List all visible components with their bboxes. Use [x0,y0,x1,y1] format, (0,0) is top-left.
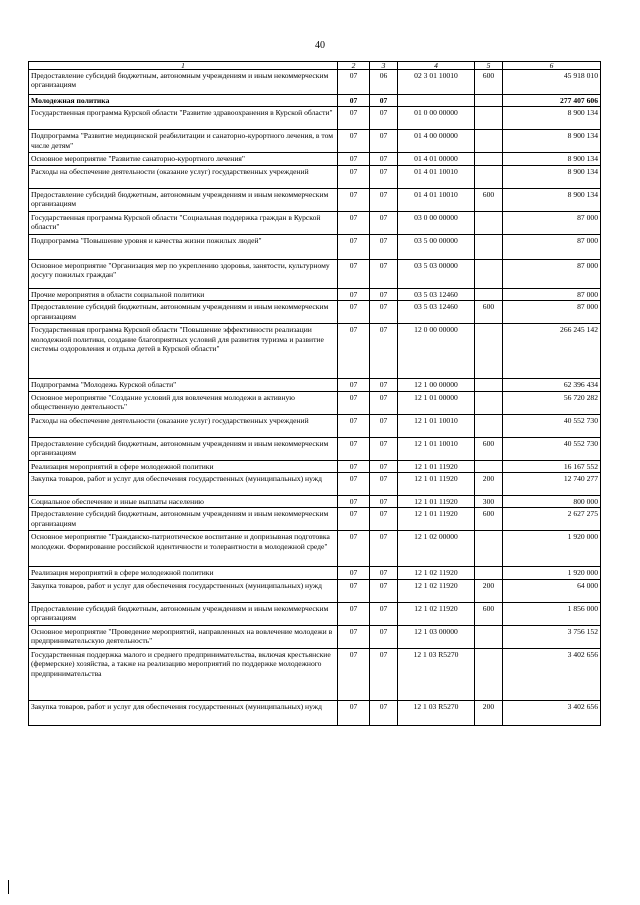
row-subsection: 07 [370,496,398,508]
row-expense-type: 600 [475,70,503,95]
row-section: 07 [338,259,370,288]
row-target-code: 12 1 01 11920 [398,496,475,508]
row-target-code: 12 1 01 10010 [398,414,475,437]
row-amount: 62 396 434 [503,379,601,391]
row-amount: 12 740 277 [503,473,601,496]
row-section: 07 [338,460,370,472]
row-subsection: 07 [370,473,398,496]
row-amount: 87 000 [503,211,601,234]
row-name: Предоставление субсидий бюджетным, автономным учреждениям и иным некоммерческим организациям [29,301,338,324]
row-subsection: 07 [370,602,398,625]
row-amount: 8 900 134 [503,188,601,211]
row-subsection: 07 [370,165,398,188]
row-subsection: 07 [370,188,398,211]
row-name: Закупка товаров, работ и услуг для обеспечения государственных (муниципальных) нужд [29,473,338,496]
row-section: 07 [338,95,370,107]
table-row [29,165,601,188]
row-target-code: 12 1 02 11920 [398,602,475,625]
row-section: 07 [338,234,370,259]
table-row [29,153,601,165]
row-expense-type: 200 [475,473,503,496]
row-section: 07 [338,324,370,379]
row-amount: 1 856 000 [503,602,601,625]
row-name: Подпрограмма "Повышение уровня и качества жизни пожилых людей" [29,234,338,259]
row-section: 07 [338,391,370,414]
row-target-code: 01 4 01 00000 [398,153,475,165]
row-section: 07 [338,473,370,496]
row-expense-type [475,567,503,579]
row-target-code: 12 1 01 11920 [398,473,475,496]
row-subsection: 07 [370,567,398,579]
row-amount: 8 900 134 [503,130,601,153]
row-amount: 3 402 656 [503,648,601,700]
header-col-5: 5 [475,62,503,70]
budget-table [28,61,601,726]
row-target-code: 03 5 03 12460 [398,288,475,300]
row-expense-type [475,153,503,165]
row-subsection: 07 [370,95,398,107]
row-target-code: 12 1 03 R5270 [398,700,475,725]
row-target-code: 12 1 02 11920 [398,567,475,579]
table-row [29,531,601,567]
row-section: 07 [338,301,370,324]
row-subsection: 07 [370,625,398,648]
row-amount: 87 000 [503,288,601,300]
row-name: Закупка товаров, работ и услуг для обеспечения государственных (муниципальных) нужд [29,579,338,602]
row-target-code: 01 4 00 00000 [398,130,475,153]
row-subsection: 07 [370,130,398,153]
row-expense-type: 600 [475,188,503,211]
row-expense-type [475,130,503,153]
row-amount: 1 920 000 [503,567,601,579]
row-section: 07 [338,188,370,211]
row-expense-type [475,625,503,648]
table-row [29,259,601,288]
row-name: Основное мероприятие "Создание условий для вовлечения молодежи в активную общественную деятельность" [29,391,338,414]
table-row [29,324,601,379]
row-name: Государственная программа Курской области "Социальная поддержка граждан в Курской области" [29,211,338,234]
row-subsection: 06 [370,70,398,95]
table-row [29,188,601,211]
row-amount: 2 627 275 [503,508,601,531]
row-amount: 16 167 552 [503,460,601,472]
row-section: 07 [338,531,370,567]
row-amount: 266 245 142 [503,324,601,379]
table-row [29,648,601,700]
row-subsection: 07 [370,700,398,725]
row-amount: 87 000 [503,301,601,324]
row-name: Реализация мероприятий в сфере молодежной политики [29,460,338,472]
row-amount: 277 407 606 [503,95,601,107]
row-expense-type [475,165,503,188]
row-name: Подпрограмма "Развитие медицинской реабилитации и санаторно-курортного лечения, в том числе детям" [29,130,338,153]
row-amount: 45 918 010 [503,70,601,95]
row-section: 07 [338,153,370,165]
row-amount: 87 000 [503,234,601,259]
row-target-code: 03 5 00 00000 [398,234,475,259]
row-name: Предоставление субсидий бюджетным, автономным учреждениям и иным некоммерческим организациям [29,188,338,211]
page-number: 40 [315,40,325,51]
row-expense-type [475,234,503,259]
row-target-code: 01 0 00 00000 [398,107,475,130]
row-section: 07 [338,700,370,725]
row-subsection: 07 [370,437,398,460]
table-row [29,700,601,725]
row-section: 07 [338,211,370,234]
row-target-code: 12 1 02 11920 [398,579,475,602]
header-col-1: 1 [29,62,338,70]
row-name: Расходы на обеспечение деятельности (оказание услуг) государственных учреждений [29,165,338,188]
row-expense-type [475,414,503,437]
row-target-code: 12 1 03 00000 [398,625,475,648]
row-amount: 8 900 134 [503,107,601,130]
row-expense-type [475,211,503,234]
header-col-6: 6 [503,62,601,70]
table-row [29,288,601,300]
row-subsection: 07 [370,379,398,391]
row-subsection: 07 [370,107,398,130]
row-target-code: 12 1 03 R5270 [398,648,475,700]
row-subsection: 07 [370,508,398,531]
row-name: Расходы на обеспечение деятельности (оказание услуг) государственных учреждений [29,414,338,437]
table-row [29,625,601,648]
row-target-code: 12 0 00 00000 [398,324,475,379]
row-target-code: 03 0 00 00000 [398,211,475,234]
table-row [29,437,601,460]
header-col-4: 4 [398,62,475,70]
margin-mark [8,880,9,894]
table-row [29,107,601,130]
row-amount: 8 900 134 [503,165,601,188]
row-expense-type: 600 [475,602,503,625]
table-row [29,379,601,391]
header-row [29,62,601,70]
row-name: Закупка товаров, работ и услуг для обеспечения государственных (муниципальных) нужд [29,700,338,725]
row-name: Предоставление субсидий бюджетным, автономным учреждениям и иным некоммерческим организациям [29,70,338,95]
row-subsection: 07 [370,324,398,379]
table-row [29,391,601,414]
row-expense-type [475,95,503,107]
row-name: Основное мероприятие "Организация мер по укреплению здоровья, занятости, культурному досугу пожилых граждан" [29,259,338,288]
table-row [29,473,601,496]
row-amount: 40 552 730 [503,414,601,437]
row-target-code: 03 5 03 12460 [398,301,475,324]
row-name: Подпрограмма "Молодежь Курской области" [29,379,338,391]
row-name: Реализация мероприятий в сфере молодежной политики [29,567,338,579]
row-expense-type: 200 [475,579,503,602]
row-subsection: 07 [370,460,398,472]
row-section: 07 [338,107,370,130]
row-name: Предоставление субсидий бюджетным, автономным учреждениям и иным некоммерческим организациям [29,437,338,460]
row-subsection: 07 [370,414,398,437]
row-amount: 1 920 000 [503,531,601,567]
header-col-2: 2 [338,62,370,70]
row-name: Молодежная политика [29,95,338,107]
row-name: Предоставление субсидий бюджетным, автономным учреждениям и иным некоммерческим организациям [29,508,338,531]
row-expense-type [475,648,503,700]
row-section: 07 [338,130,370,153]
row-section: 07 [338,648,370,700]
row-name: Прочие мероприятия в области социальной политики [29,288,338,300]
row-target-code: 12 1 02 00000 [398,531,475,567]
row-target-code: 12 1 00 00000 [398,379,475,391]
row-name: Предоставление субсидий бюджетным, автономным учреждениям и иным некоммерческим организациям [29,602,338,625]
row-target-code: 12 1 01 00000 [398,391,475,414]
row-amount: 87 000 [503,259,601,288]
row-section: 07 [338,508,370,531]
row-subsection: 07 [370,211,398,234]
table-row [29,508,601,531]
table-row [29,579,601,602]
row-expense-type [475,288,503,300]
row-section: 07 [338,288,370,300]
row-name: Основное мероприятие "Проведение мероприятий, направленных на вовлечение молодежи в предпринимательскую деятельность" [29,625,338,648]
row-target-code: 12 1 01 10010 [398,437,475,460]
table-row [29,234,601,259]
table-row [29,460,601,472]
table-row [29,602,601,625]
row-target-code: 03 5 03 00000 [398,259,475,288]
row-target-code: 02 3 01 10010 [398,70,475,95]
row-expense-type [475,391,503,414]
row-subsection: 07 [370,259,398,288]
row-target-code: 01 4 01 10010 [398,188,475,211]
row-amount: 800 000 [503,496,601,508]
row-section: 07 [338,579,370,602]
row-name: Социальное обеспечение и иные выплаты населению [29,496,338,508]
table-row [29,496,601,508]
row-section: 07 [338,496,370,508]
row-name: Основное мероприятие "Развитие санаторно-курортного лечения" [29,153,338,165]
row-name: Государственная программа Курской области "Повышение эффективности реализации молодежной политики, создание благоприятных условий для развития туризма и развитие системы оздоровления и отдыха детей в Курской области" [29,324,338,379]
row-subsection: 07 [370,531,398,567]
table-row [29,95,601,107]
row-section: 07 [338,437,370,460]
row-subsection: 07 [370,234,398,259]
table-row [29,567,601,579]
row-expense-type [475,259,503,288]
row-name: Государственная поддержка малого и среднего предпринимательства, включая крестьянские (фермерские) хозяйства, а также на реализацию мероприятий по поддержке молодежного предпринимательства [29,648,338,700]
row-target-code: 12 1 01 11920 [398,460,475,472]
row-subsection: 07 [370,391,398,414]
row-expense-type [475,460,503,472]
table-row [29,130,601,153]
row-section: 07 [338,602,370,625]
row-subsection: 07 [370,648,398,700]
row-amount: 56 720 282 [503,391,601,414]
row-expense-type: 600 [475,301,503,324]
row-expense-type: 300 [475,496,503,508]
row-name: Государственная программа Курской области "Развитие здравоохранения в Курской области" [29,107,338,130]
row-section: 07 [338,165,370,188]
row-subsection: 07 [370,153,398,165]
row-amount: 40 552 730 [503,437,601,460]
row-section: 07 [338,414,370,437]
row-section: 07 [338,70,370,95]
row-expense-type [475,531,503,567]
row-subsection: 07 [370,288,398,300]
row-target-code: 12 1 01 11920 [398,508,475,531]
row-expense-type [475,107,503,130]
row-section: 07 [338,625,370,648]
row-target-code: 01 4 01 10010 [398,165,475,188]
table-row [29,211,601,234]
row-expense-type [475,379,503,391]
table-row [29,70,601,95]
row-expense-type: 600 [475,508,503,531]
row-amount: 8 900 134 [503,153,601,165]
row-expense-type: 200 [475,700,503,725]
table-row [29,414,601,437]
row-name: Основное мероприятие "Гражданско-патриотическое воспитание и допризывная подготовка молодежи. Формирование российской идентичности и толерантности в молодежной среде" [29,531,338,567]
row-target-code [398,95,475,107]
row-subsection: 07 [370,579,398,602]
row-section: 07 [338,567,370,579]
row-amount: 3 402 656 [503,700,601,725]
row-amount: 3 756 152 [503,625,601,648]
table-row [29,301,601,324]
row-subsection: 07 [370,301,398,324]
row-expense-type: 600 [475,437,503,460]
row-amount: 64 000 [503,579,601,602]
row-section: 07 [338,379,370,391]
header-col-3: 3 [370,62,398,70]
row-expense-type [475,324,503,379]
